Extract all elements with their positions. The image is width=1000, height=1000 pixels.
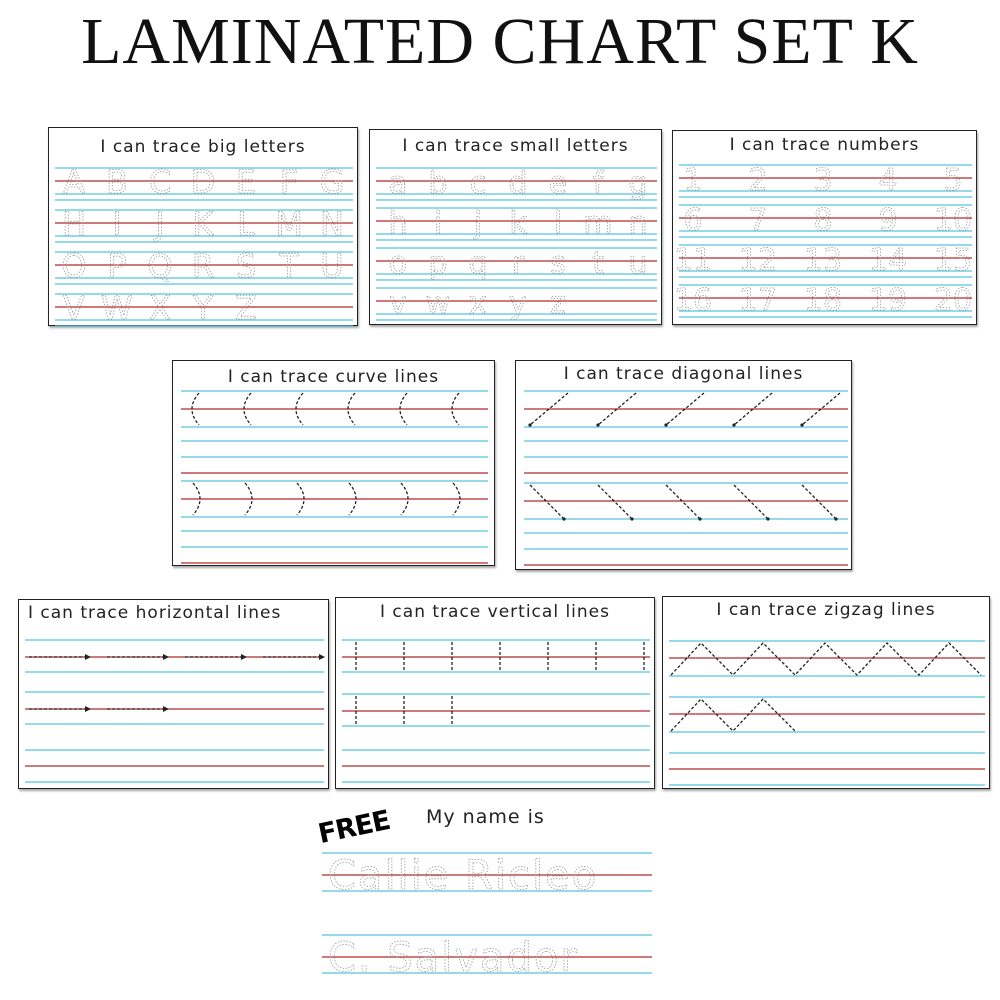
trace-letter: g: [628, 166, 648, 201]
trace-letter: T: [279, 247, 299, 285]
diagonal-lines: [516, 361, 853, 571]
arrow-head: [163, 706, 169, 712]
trace-number: 3: [813, 163, 833, 198]
trace-letter: e: [548, 166, 568, 201]
arrow-tip: [698, 517, 701, 520]
trace-letter: S: [235, 247, 257, 285]
trace-letter: h: [388, 206, 408, 241]
arrow-tip: [834, 517, 837, 520]
card-curve-lines: [172, 360, 495, 566]
trace-letter: Q: [147, 247, 173, 285]
card-title: I can trace horizontal lines: [28, 603, 282, 623]
trace-number: 13: [803, 243, 843, 278]
trace-letter: t: [592, 246, 604, 281]
trace-letter: a: [388, 166, 408, 201]
trace-number: 5: [943, 163, 963, 198]
trace-number: 20: [933, 283, 973, 318]
trace-letter: l: [553, 206, 563, 241]
free-badge: FREE: [315, 804, 393, 851]
trace-number: 18: [803, 283, 843, 318]
trace-number: 17: [738, 283, 778, 318]
trace-zigzag: [671, 643, 981, 675]
trace-letter: P: [107, 247, 127, 285]
trace-letter: b: [428, 166, 448, 201]
trace-number: 6: [683, 203, 703, 238]
trace-letter: N: [320, 205, 344, 243]
trace-letter: z: [550, 286, 566, 321]
trace-letter: U: [320, 247, 344, 285]
trace-letter: O: [61, 247, 87, 285]
trace-letter: i: [433, 206, 443, 241]
card-big-letters: [48, 127, 358, 326]
trace-number: 15: [933, 243, 973, 278]
trace-number: 7: [748, 203, 768, 238]
zigzag-lines: [663, 597, 991, 790]
trace-letter: x: [469, 286, 487, 321]
curve-lines: [173, 361, 496, 567]
trace-letter: A: [63, 163, 85, 201]
arrow-head: [85, 654, 91, 660]
arrow-tip: [630, 517, 633, 520]
card-horizontal-lines: [18, 599, 329, 789]
trace-diagonal: [802, 485, 836, 519]
trace-letter: p: [428, 246, 448, 281]
trace-number: 4: [878, 163, 898, 198]
trace-letter: K: [192, 205, 214, 243]
arrow-tip: [562, 517, 565, 520]
trace-number: 14: [868, 243, 908, 278]
trace-letter: f: [592, 166, 604, 201]
trace-name: C. Salvador: [328, 935, 579, 981]
trace-letter: G: [319, 163, 345, 201]
arrow-tip: [528, 423, 531, 426]
arrow-tip: [800, 423, 803, 426]
trace-letter: m: [583, 206, 613, 241]
arrow-head: [163, 654, 169, 660]
big-letters-lines: [49, 128, 359, 327]
trace-letter: D: [190, 163, 216, 201]
card-title: I can trace diagonal lines: [563, 364, 804, 384]
arrow-tip: [766, 517, 769, 520]
trace-zigzag: [671, 699, 795, 731]
trace-number: 10: [933, 203, 973, 238]
trace-letter: d: [508, 166, 528, 201]
trace-letter: H: [61, 205, 87, 243]
trace-number: 19: [868, 283, 908, 318]
trace-letter: k: [509, 206, 527, 241]
trace-number: 11: [673, 243, 713, 278]
trace-letter: I: [112, 205, 122, 243]
card-title: I can trace small letters: [402, 136, 629, 156]
card-small-letters: [369, 129, 662, 325]
trace-letter: M: [275, 205, 303, 243]
trace-letter: c: [469, 166, 487, 201]
trace-number: 8: [813, 203, 833, 238]
arrow-head: [241, 654, 247, 660]
page-title: LAMINATED CHART SET K: [81, 5, 919, 78]
trace-letter: J: [155, 205, 165, 243]
trace-letter: L: [237, 205, 255, 243]
trace-letter: C: [148, 163, 172, 201]
trace-name: Callie Ricleo: [328, 853, 599, 899]
trace-letter: V: [63, 289, 85, 327]
trace-letter: y: [509, 286, 527, 321]
trace-diagonal: [598, 485, 632, 519]
trace-letter: v: [389, 286, 407, 321]
trace-letter: n: [628, 206, 648, 241]
trace-letter: E: [235, 163, 257, 201]
trace-letter: W: [101, 289, 133, 327]
trace-letter: F: [279, 163, 299, 201]
trace-letter: Z: [235, 289, 257, 327]
card-title: I can trace vertical lines: [380, 602, 610, 622]
trace-letter: o: [388, 246, 408, 281]
arrow-head: [85, 706, 91, 712]
small-letters-lines: [370, 130, 663, 326]
card-diagonal-lines: [515, 360, 852, 570]
card-numbers: [672, 130, 977, 325]
trace-number: 2: [748, 163, 768, 198]
trace-number: 12: [738, 243, 778, 278]
trace-letter: u: [628, 246, 648, 281]
trace-letter: X: [149, 289, 171, 327]
trace-diagonal: [530, 485, 564, 519]
card-title: I can trace big letters: [100, 137, 306, 157]
horizontal-lines: [19, 600, 330, 790]
trace-number: 1: [683, 163, 703, 198]
trace-letter: s: [550, 246, 566, 281]
arrow-head: [319, 654, 325, 660]
my-name-label: My name is: [426, 806, 545, 828]
numbers-lines: [673, 131, 978, 326]
trace-letter: q: [468, 246, 488, 281]
trace-letter: j: [473, 206, 483, 241]
vertical-lines: [336, 598, 656, 790]
trace-number: 16: [673, 283, 713, 318]
arrow-tip: [596, 423, 599, 426]
trace-letter: r: [511, 246, 525, 281]
trace-diagonal: [734, 485, 768, 519]
trace-letter: R: [191, 247, 215, 285]
arrow-tip: [664, 423, 667, 426]
card-vertical-lines: [335, 597, 655, 789]
trace-letter: B: [106, 163, 128, 201]
card-title: I can trace numbers: [729, 135, 920, 155]
card-title: I can trace curve lines: [227, 367, 440, 387]
card-title: I can trace zigzag lines: [716, 600, 936, 620]
arrow-tip: [732, 423, 735, 426]
trace-diagonal: [666, 485, 700, 519]
trace-letter: Y: [193, 289, 213, 327]
card-zigzag-lines: [662, 596, 990, 789]
trace-letter: w: [425, 286, 451, 321]
name-tracing: [318, 845, 678, 995]
trace-number: 9: [878, 203, 898, 238]
